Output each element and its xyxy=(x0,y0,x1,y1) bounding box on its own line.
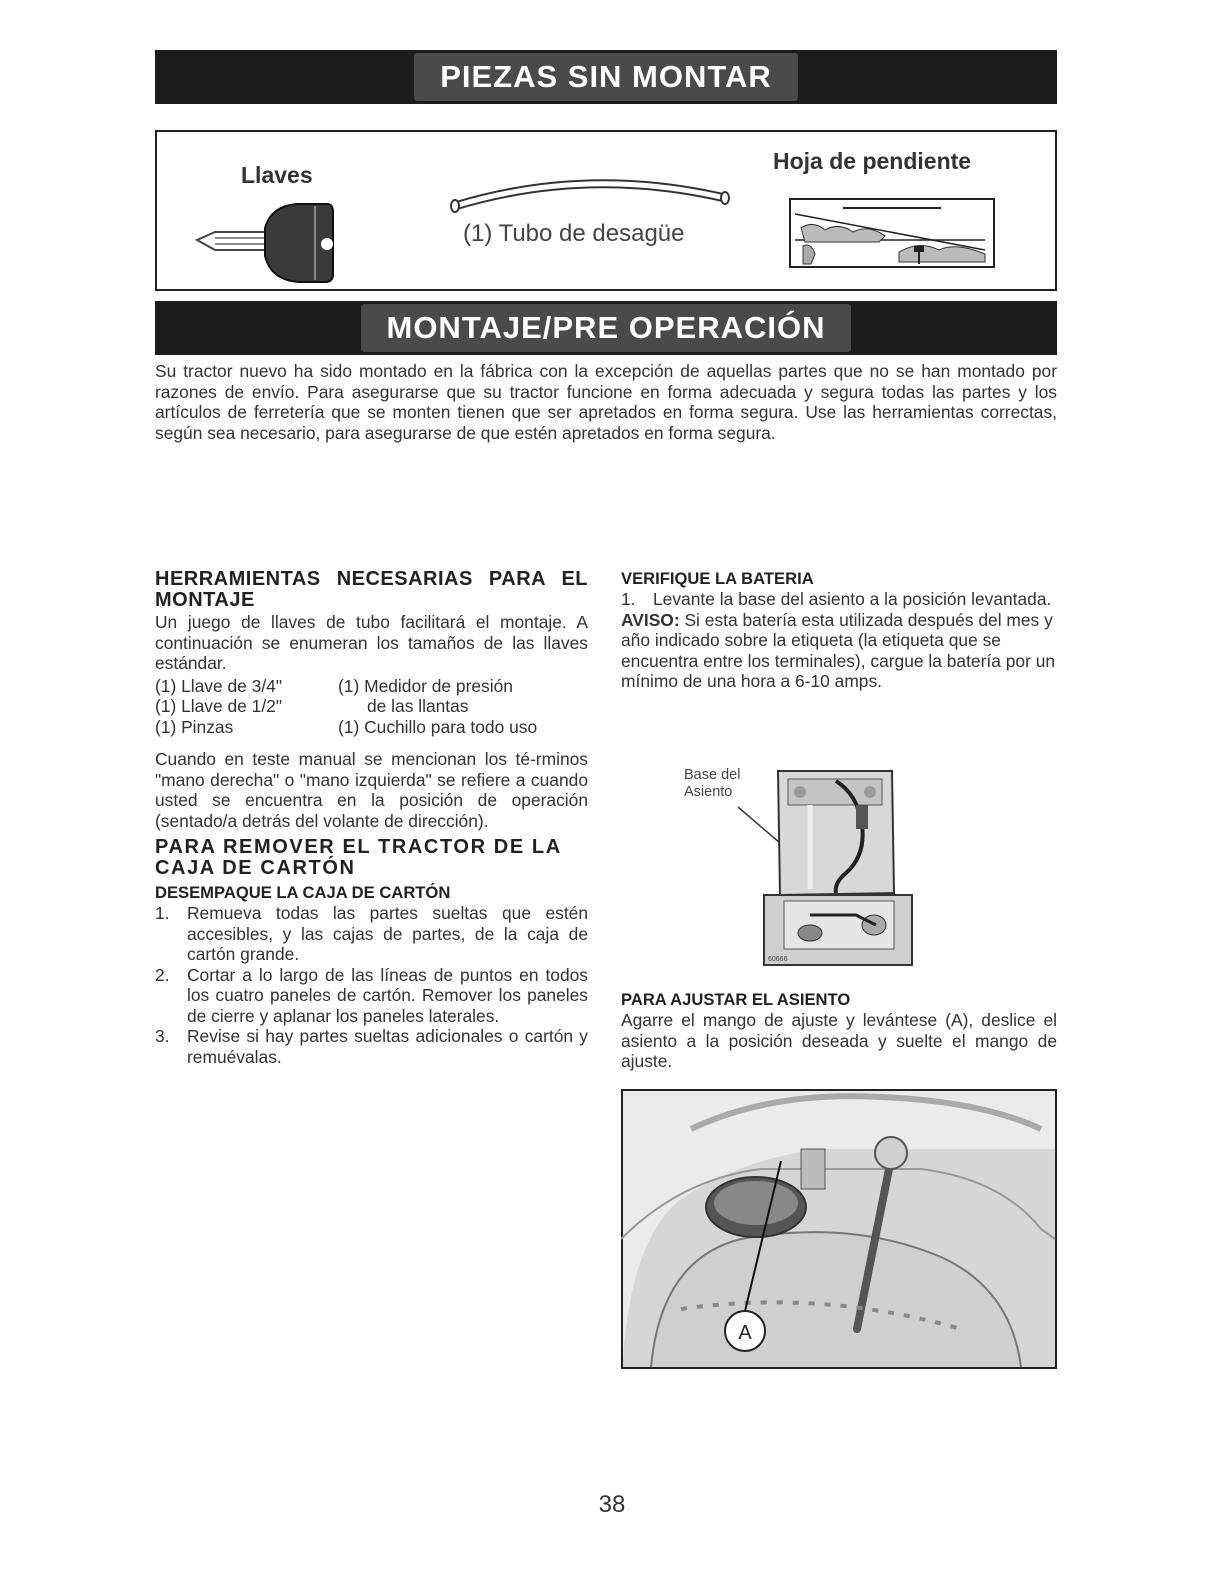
battery-notice xyxy=(621,610,1057,692)
drain-tube-illustration xyxy=(447,176,737,221)
tool-item: (1) Pinzas xyxy=(155,716,234,737)
seat-base-label xyxy=(684,767,740,801)
list-item xyxy=(155,1026,588,1067)
figure-code: 60666 xyxy=(768,956,788,963)
banner-title: PIEZAS SIN MONTAR xyxy=(414,53,798,101)
step-text: Revise si hay partes sueltas adicionales o cartón y remuévalas. xyxy=(187,1026,588,1067)
tools-heading: HERRAMIENTAS NECESARIAS PARA EL MONTAJE xyxy=(155,568,588,611)
drain-tube-caption: (1) Tubo de desagüe xyxy=(463,220,685,247)
list-item xyxy=(621,589,1057,610)
step-text: Remueva todas las partes sueltas que estén accesibles, y las cajas de partes, de la caja de cartón grande. xyxy=(187,903,588,964)
seat-heading: PARA AJUSTAR EL ASIENTO xyxy=(621,990,851,1009)
remove-heading: PARA REMOVER EL TRACTOR DE LA CAJA DE CARTÓN xyxy=(155,836,562,879)
callout-a: A xyxy=(738,1322,752,1344)
intro-paragraph: Su tractor nuevo ha sido montado en la fábrica con la excepción de aquellas partes que no se han montado por razones de envío. Para asegurarse que su tractor funcione en forma adecuada y segura todas las partes y los artículos de ferretería que se monten tienen que ser apretados en forma segura. Use las herramientas correctas, según sea necesario, para asegurarse de que estén apretados en forma segura. xyxy=(155,361,1057,443)
loose-parts-box xyxy=(155,130,1057,291)
right-column xyxy=(621,569,1057,692)
step-text: Cortar a lo largo de las líneas de puntos en todos los cuatro paneles de cartón. Remover los paneles de cierre y aplanar los paneles laterales. xyxy=(187,964,588,1026)
step-number: 3. xyxy=(155,1026,170,1046)
tool-item: (1) Medidor de presión xyxy=(338,675,513,696)
battery-figure xyxy=(736,765,916,973)
tool-item: (1) Llave de 3/4" xyxy=(155,675,283,696)
label-line: Base del xyxy=(684,767,741,783)
banner-assembly-preoperation xyxy=(155,301,1057,355)
keys-title: Llaves xyxy=(241,162,313,188)
slope-sheet-title: Hoja de pendiente xyxy=(773,148,972,174)
step-number: 1. xyxy=(155,903,170,923)
banner-unassembled-parts xyxy=(155,50,1057,104)
tools-list xyxy=(155,676,588,738)
tool-item: (1) Llave de 1/2" xyxy=(155,696,283,716)
unpack-subheading: DESEMPAQUE LA CAJA DE CARTÓN xyxy=(155,883,451,902)
tools-text: Un juego de llaves de tubo facilitará el montaje. A continuación se enumeran los tamaños de las llaves estándar. xyxy=(155,612,588,673)
tool-item: de las llantas xyxy=(338,696,469,716)
banner-title: MONTAJE/PRE OPERACIÓN xyxy=(361,304,852,352)
seat-text: Agarre el mango de ajuste y levántese (A), deslice el asiento a la posición deseada y suelte el mango de ajuste. xyxy=(621,1010,1057,1071)
unpack-steps xyxy=(155,903,588,1067)
key-illustration xyxy=(187,198,347,288)
hands-note: Cuando en teste manual se mencionan los té-rminos "mano derecha" o "mano izquierda" se refiere a cuando usted se encuentra en la posición de operación (sentado/a detrás del volante de dirección). xyxy=(155,749,588,831)
tool-item: (1) Cuchillo para todo uso xyxy=(338,716,538,737)
label-line: Asiento xyxy=(684,784,733,800)
battery-steps xyxy=(621,589,1057,610)
battery-heading: VERIFIQUE LA BATERIA xyxy=(621,569,814,588)
step-number: 1. xyxy=(621,589,636,609)
step-number: 2. xyxy=(155,964,170,985)
notice-label: AVISO: xyxy=(621,609,680,630)
seat-adjust-figure xyxy=(621,1089,1057,1369)
tools-row xyxy=(155,676,588,697)
tools-row xyxy=(155,717,588,738)
page-number: 38 xyxy=(598,1491,626,1518)
notice-text: Si esta batería esta utilizada después del mes y año indicado sobre la etiqueta (la etiqueta que se encuentra entre los terminales), cargue la batería por un mínimo de una hora a 6-10 amps. xyxy=(621,609,1056,691)
list-item xyxy=(155,965,588,1027)
left-column xyxy=(155,569,588,1067)
slope-sheet-illustration xyxy=(789,198,995,268)
seat-section xyxy=(621,990,1057,1072)
list-item xyxy=(155,903,588,965)
tools-row xyxy=(155,696,588,717)
step-text: Levante la base del asiento a la posición levantada. xyxy=(653,589,1052,609)
